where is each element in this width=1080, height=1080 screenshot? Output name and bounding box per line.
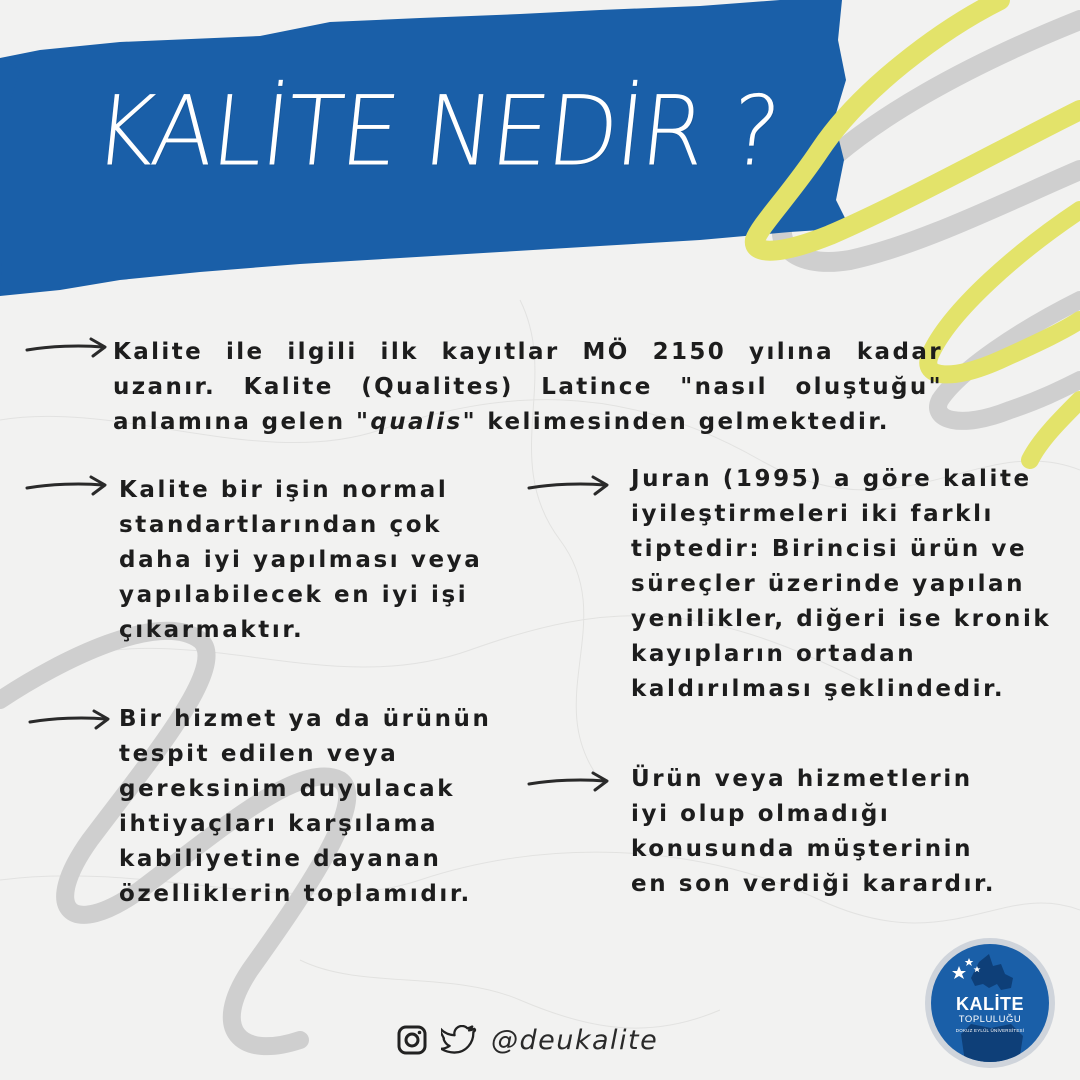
intro-text: Kalite ile ilgili ilk kayıtlar MÖ 2150 yılına kadar uzanır. Kalite (Qualites) Latince "nasıl oluştuğu" anlamına gelen ": [113, 339, 943, 435]
arrow-right-icon: [527, 770, 612, 794]
arrow-right-icon: [28, 708, 113, 732]
logo-title: KALİTE: [956, 994, 1024, 1014]
logo-badge: [931, 944, 1049, 1062]
definition-paragraph: Bir hizmet ya da ürünün tespit edilen veya gereksinim duyulacak ihtiyaçları karşılama kabiliyetine dayanan özelliklerin toplamıdır.: [119, 706, 492, 907]
definition-paragraph: Juran (1995) a göre kalite iyileştirmeleri iki farklı tiptedir: Birincisi ürün ve süreçler üzerinde yapılan yenilikler, diğeri ise kronik kayıpların ortadan kaldırılması şeklindedir.: [631, 466, 1052, 702]
intro-paragraph: [113, 335, 943, 440]
arrow-right-icon: [25, 336, 110, 360]
logo-caption: DOKUZ EYLÜL ÜNİVERSİTESİ: [955, 1028, 1025, 1033]
instagram-icon[interactable]: [397, 1025, 427, 1055]
club-logo: [925, 938, 1055, 1068]
definition-paragraph: Ürün veya hizmetlerin iyi olup olmadığı konusunda müşterinin en son verdiği karardır.: [631, 766, 997, 897]
social-footer: [397, 1020, 658, 1060]
definition-paragraph: Kalite bir işin normal standartlarından çok daha iyi yapılması veya yapılabilecek en iyi işi çıkarmaktır.: [119, 477, 483, 643]
twitter-icon[interactable]: [441, 1025, 477, 1055]
intro-text-end: " kelimesinden gelmektedir.: [462, 409, 890, 435]
intro-emphasis: qualis: [370, 409, 463, 435]
social-handle[interactable]: @deukalite: [491, 1024, 659, 1056]
page-title: KALİTE NEDİR ?: [89, 75, 784, 188]
logo-subtitle: TOPLULUĞU: [958, 1014, 1022, 1025]
arrow-right-icon: [25, 474, 110, 498]
arrow-right-icon: [527, 474, 612, 498]
